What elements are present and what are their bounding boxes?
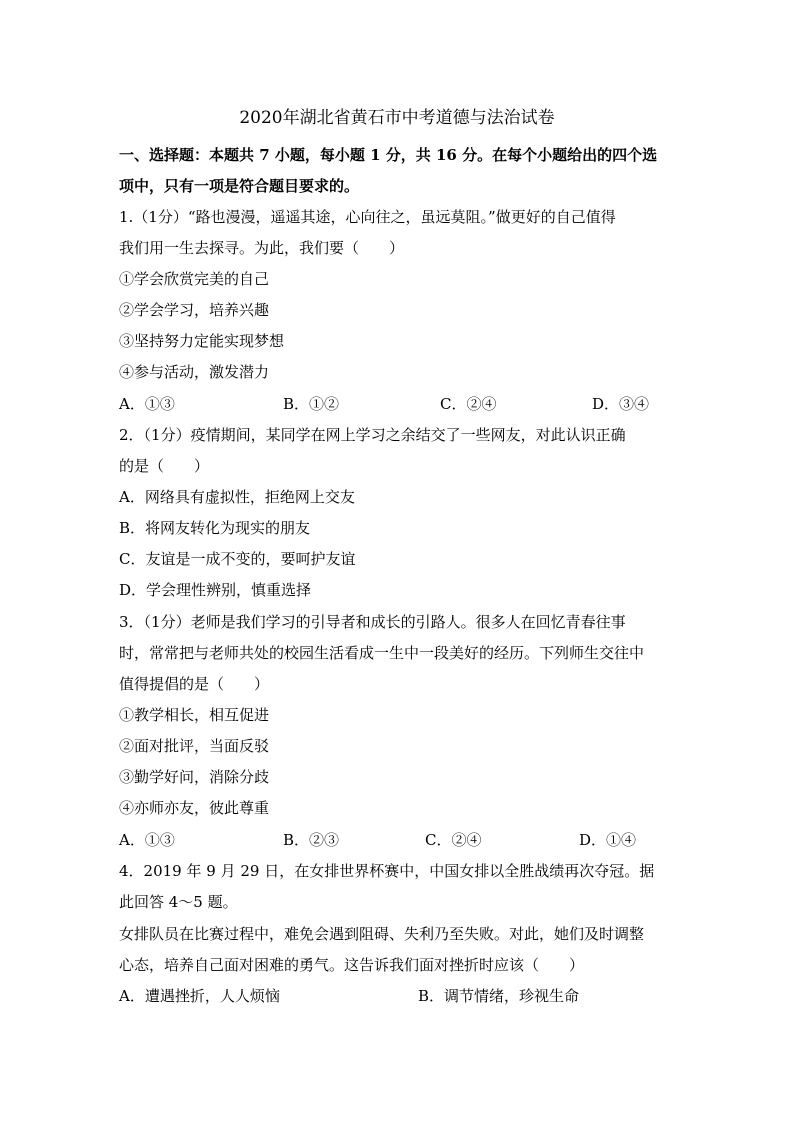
q2-stem-line-1: 2．（1分）疫情期间，某同学在网上学习之余结交了一些网友，对此认识正确 (119, 426, 626, 444)
q2-option-d: D．学会理性辨别，慎重选择 (119, 581, 312, 599)
q3-stem-line-2: 时，常常把与老师共处的校园生活看成一生中一段美好的经历。下列师生交往中 (119, 644, 645, 662)
q1-item-2: ②学会学习，培养兴趣 (119, 301, 270, 319)
q1-option-b: B．①② (283, 395, 340, 413)
q1-option-d: D．③④ (592, 395, 650, 413)
q3-stem-line-1: 3．（1分）老师是我们学习的引导者和成长的引路人。很多人在回忆青春往事 (119, 613, 626, 631)
q1-item-4: ④参与活动，激发潜力 (119, 363, 270, 381)
q4-stem-line-4: 心态，培养自己面对困难的勇气。这告诉我们面对挫折时应该（ ） (119, 956, 585, 974)
q3-option-b: B．②③ (283, 831, 340, 849)
q3-option-a: A．①③ (119, 831, 175, 849)
page-title: 2020年湖北省黄石市中考道德与法治试卷 (239, 108, 555, 128)
q1-option-c: C．②④ (440, 395, 497, 413)
q1-option-a: A．①③ (119, 395, 175, 413)
q2-stem-line-2: 的是（ ） (119, 457, 210, 475)
q4-option-b: B．调节情绪，珍视生命 (418, 987, 580, 1005)
q2-option-c: C．友谊是一成不变的，要呵护友谊 (119, 550, 356, 568)
q4-stem-line-1: 4．2019 年 9 月 29 日，在女排世界杯赛中，中国女排以全胜战绩再次夺冠。据 (119, 862, 655, 880)
q3-option-d: D．①④ (579, 831, 637, 849)
q3-option-c: C．②④ (425, 831, 482, 849)
q1-item-1: ①学会欣赏完美的自己 (119, 270, 270, 288)
q1-stem-line-1: 1.（1分）“路也漫漫，遥遥其途，心向往之，虽远莫阻。”做更好的自己值得 (119, 208, 616, 226)
q1-stem-line-2: 我们用一生去探寻。为此，我们要（ ） (119, 239, 405, 257)
q4-stem-line-3: 女排队员在比赛过程中，难免会遇到阻碍、失利乃至失败。对此，她们及时调整 (119, 925, 645, 943)
q3-stem-line-3: 值得提倡的是（ ） (119, 675, 270, 693)
q3-item-2: ②面对批评，当面反驳 (119, 737, 270, 755)
section-heading-line-2: 项中，只有一项是符合题目要求的。 (119, 177, 360, 195)
q3-item-4: ④亦师亦友，彼此尊重 (119, 799, 270, 817)
q4-stem-line-2: 此回答 4～5 题。 (119, 893, 238, 911)
q1-item-3: ③坚持努力定能实现梦想 (119, 332, 285, 350)
section-heading-line-1: 一、选择题：本题共 7 小题，每小题 1 分，共 16 分。在每个小题给出的四个选 (119, 146, 658, 164)
q2-option-a: A．网络具有虚拟性，拒绝网上交友 (119, 488, 355, 506)
q4-option-a: A．遭遇挫折，人人烦恼 (119, 987, 280, 1005)
q3-item-1: ①教学相长，相互促进 (119, 706, 270, 724)
q2-option-b: B．将网友转化为现实的朋友 (119, 519, 311, 537)
q3-item-3: ③勤学好问，消除分歧 (119, 768, 270, 786)
